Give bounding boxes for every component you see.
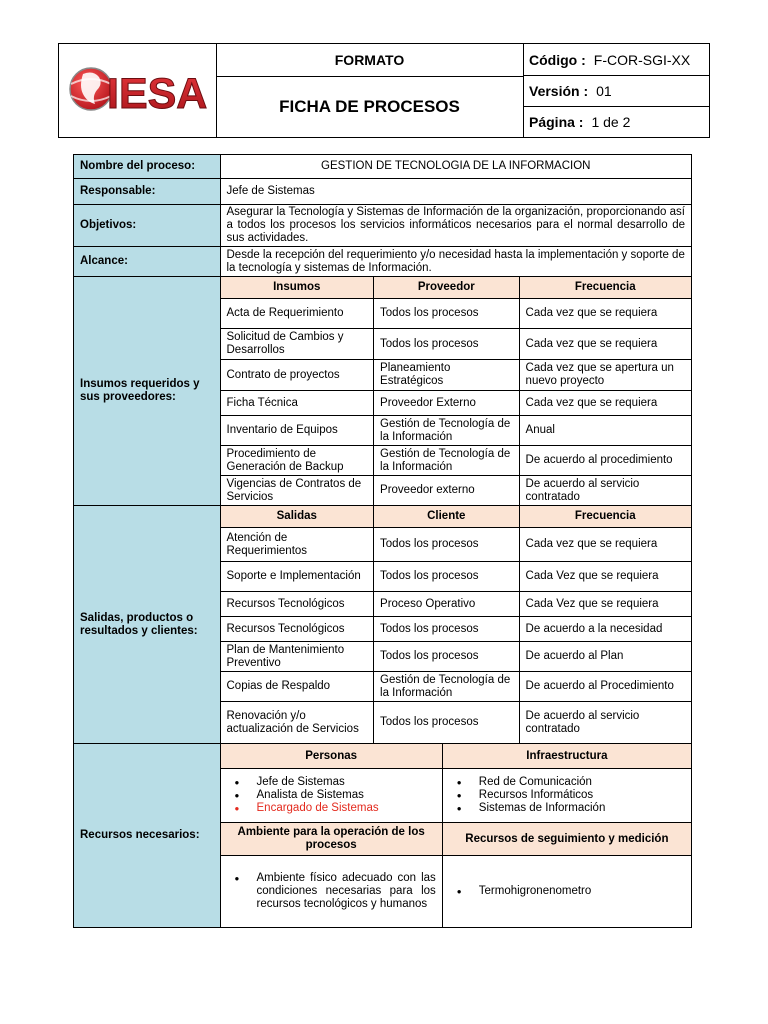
resources-header-row xyxy=(74,744,692,769)
list-item: ● Sistemas de Información xyxy=(479,802,685,815)
inputs-header-proveedor: Proveedor xyxy=(374,277,520,299)
frequency-cell: De acuerdo al servicio contratado xyxy=(519,702,691,744)
inputs-header-frecuencia: Frecuencia xyxy=(519,277,691,299)
client-cell: Todos los procesos xyxy=(374,702,520,744)
input-cell: Acta de Requerimiento xyxy=(220,299,374,329)
iesa-logo xyxy=(59,44,216,137)
supplier-cell: Planeamiento Estratégicos xyxy=(374,360,520,391)
outputs-label: Salidas, productos o resultados y clientes: xyxy=(74,506,221,744)
logo-text: IESA xyxy=(107,70,208,118)
document-header xyxy=(58,43,710,138)
list-item: ● Red de Comunicación xyxy=(479,776,685,789)
resources-label: Recursos necesarios: xyxy=(74,744,221,928)
client-cell: Gestión de Tecnología de la Información xyxy=(374,672,520,702)
owner-value: Jefe de Sistemas xyxy=(220,179,692,205)
page-row xyxy=(523,106,709,137)
client-cell: Todos los procesos xyxy=(374,528,520,562)
outputs-header-cliente: Cliente xyxy=(374,506,520,528)
title-cell xyxy=(216,44,524,137)
output-cell: Recursos Tecnológicos xyxy=(220,592,374,617)
frequency-cell: Cada vez que se apertura un nuevo proyecto xyxy=(519,360,691,391)
owner-label: Responsable: xyxy=(74,179,221,205)
outputs-header-salidas: Salidas xyxy=(220,506,374,528)
supplier-cell: Gestión de Tecnología de la Información xyxy=(374,416,520,446)
frequency-cell: Cada Vez que se requiera xyxy=(519,592,691,617)
people-header: Personas xyxy=(220,744,442,769)
environment-header: Ambiente para la operación de los procesos xyxy=(220,823,442,856)
objectives-row xyxy=(74,205,692,247)
outputs-header-row xyxy=(74,506,692,528)
version-label: Versión : xyxy=(529,83,589,99)
client-cell: Todos los procesos xyxy=(374,562,520,592)
output-cell: Atención de Requerimientos xyxy=(220,528,374,562)
frequency-cell: Cada vez que se requiera xyxy=(519,329,691,360)
input-cell: Vigencias de Contratos de Servicios xyxy=(220,476,374,506)
supplier-cell: Proveedor Externo xyxy=(374,391,520,416)
scope-label: Alcance: xyxy=(74,247,221,277)
objectives-value: Asegurar la Tecnología y Sistemas de Información de la organización, proporcionando así a todos los procesos los servicios informáticos necesarios para el normal desarrollo de sus actividades. xyxy=(220,205,692,247)
list-item: ● Analista de Sistemas xyxy=(257,789,436,802)
input-cell: Ficha Técnica xyxy=(220,391,374,416)
page-label: Página : xyxy=(529,114,584,130)
output-cell: Plan de Mantenimiento Preventivo xyxy=(220,642,374,672)
input-cell: Inventario de Equipos xyxy=(220,416,374,446)
document-title: FICHA DE PROCESOS xyxy=(279,97,460,116)
client-cell: Proceso Operativo xyxy=(374,592,520,617)
supplier-cell: Gestión de Tecnología de la Información xyxy=(374,446,520,476)
list-item: ● Encargado de Sistemas xyxy=(257,802,436,815)
frequency-cell: Cada Vez que se requiera xyxy=(519,562,691,592)
environment-list xyxy=(227,872,436,911)
infra-header: Infraestructura xyxy=(442,744,691,769)
list-item: ● Jefe de Sistemas xyxy=(257,776,436,789)
code-label: Código : xyxy=(529,51,586,68)
monitoring-cell xyxy=(442,856,691,928)
frequency-cell: De acuerdo al servicio contratado xyxy=(519,476,691,506)
version-row xyxy=(523,75,709,106)
environment-cell xyxy=(220,856,442,928)
people-list xyxy=(227,776,436,815)
objectives-label: Objetivos: xyxy=(74,205,221,247)
scope-row xyxy=(74,247,692,277)
infra-list xyxy=(449,776,685,815)
inputs-header-insumos: Insumos xyxy=(220,277,374,299)
process-name-label: Nombre del proceso: xyxy=(74,155,221,179)
monitoring-list xyxy=(449,885,685,898)
owner-row xyxy=(74,179,692,205)
supplier-cell: Todos los procesos xyxy=(374,329,520,360)
inputs-label: Insumos requeridos y sus proveedores: xyxy=(74,277,221,506)
output-cell: Copias de Respaldo xyxy=(220,672,374,702)
meta-cell xyxy=(523,44,709,137)
frequency-cell: De acuerdo al Procedimiento xyxy=(519,672,691,702)
input-cell: Contrato de proyectos xyxy=(220,360,374,391)
logo-cell xyxy=(59,44,217,137)
frequency-cell: Cada vez que se requiera xyxy=(519,391,691,416)
process-sheet-table xyxy=(73,154,692,928)
input-cell: Procedimiento de Generación de Backup xyxy=(220,446,374,476)
client-cell: Todos los procesos xyxy=(374,642,520,672)
input-cell: Solicitud de Cambios y Desarrollos xyxy=(220,329,374,360)
version-value: 01 xyxy=(596,83,612,99)
process-name-value: GESTION DE TECNOLOGIA DE LA INFORMACION xyxy=(220,155,692,179)
scope-value: Desde la recepción del requerimiento y/o necesidad hasta la implementación y soporte de la tecnología y sistemas de Información. xyxy=(220,247,692,277)
frequency-cell: De acuerdo al Plan xyxy=(519,642,691,672)
outputs-header-frecuencia: Frecuencia xyxy=(519,506,691,528)
supplier-cell: Proveedor externo xyxy=(374,476,520,506)
output-cell: Recursos Tecnológicos xyxy=(220,617,374,642)
frequency-cell: De acuerdo al procedimiento xyxy=(519,446,691,476)
frequency-cell: Cada vez que se requiera xyxy=(519,299,691,329)
client-cell: Todos los procesos xyxy=(374,617,520,642)
supplier-cell: Todos los procesos xyxy=(374,299,520,329)
monitoring-header: Recursos de seguimiento y medición xyxy=(442,823,691,856)
list-item: ● Recursos Informáticos xyxy=(479,789,685,802)
people-cell xyxy=(220,769,442,823)
output-cell: Renovación y/o actualización de Servicios xyxy=(220,702,374,744)
code-value: F-COR-SGI-XX xyxy=(593,51,691,68)
frequency-cell: De acuerdo a la necesidad xyxy=(519,617,691,642)
inputs-header-row xyxy=(74,277,692,299)
frequency-cell: Anual xyxy=(519,416,691,446)
infra-cell xyxy=(442,769,691,823)
process-name-row xyxy=(74,155,692,179)
format-label: FORMATO xyxy=(216,44,523,77)
code-row xyxy=(523,44,709,75)
list-item: ● Termohigronenometro xyxy=(479,885,685,898)
page-value: 1 de 2 xyxy=(591,114,631,130)
list-item: ● Ambiente físico adecuado con las condiciones necesarias para los recursos tecnológicos y humanos xyxy=(257,872,436,911)
output-cell: Soporte e Implementación xyxy=(220,562,374,592)
frequency-cell: Cada vez que se requiera xyxy=(519,528,691,562)
